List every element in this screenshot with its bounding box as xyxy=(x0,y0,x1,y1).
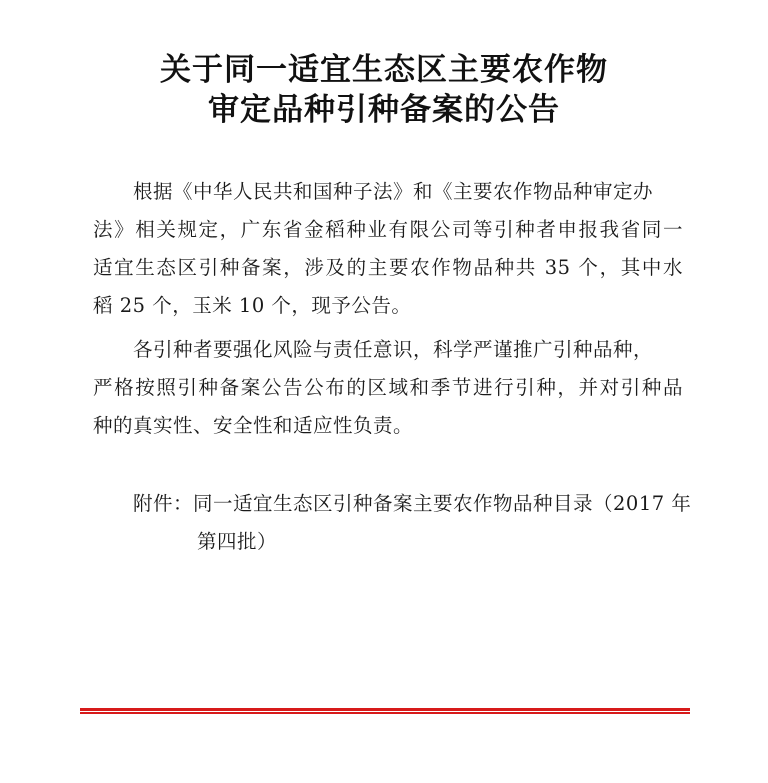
title-line-2: 审定品种引种备案的公告 xyxy=(208,92,560,128)
paragraph-line: 严格按照引种备案公告公布的区域和季节进行引种，并对引种品 xyxy=(93,376,683,399)
red-rule-line xyxy=(80,712,690,714)
paragraph-line: 种的真实性、安全性和适应性负责。 xyxy=(93,414,414,437)
paragraph-line: 法》相关规定，广东省金稻种业有限公司等引种者申报我省同一 xyxy=(93,218,683,241)
attachment-line: 附件：同一适宜生态区引种备案主要农作物品种目录（2017 年 xyxy=(133,492,692,515)
title-line-1: 关于同一适宜生态区主要农作物 xyxy=(160,52,608,88)
attachment-line: 第四批） xyxy=(197,530,278,553)
paragraph-line: 适宜生态区引种备案，涉及的主要农作物品种共 35 个，其中水 xyxy=(93,256,683,279)
paragraph-line: 根据《中华人民共和国种子法》和《主要农作物品种审定办 xyxy=(133,180,654,203)
red-rule-line xyxy=(80,708,690,711)
paragraph-line: 稻 25 个，玉米 10 个，现予公告。 xyxy=(93,294,412,317)
paragraph-line: 各引种者要强化风险与责任意识，科学严谨推广引种品种， xyxy=(133,338,654,361)
